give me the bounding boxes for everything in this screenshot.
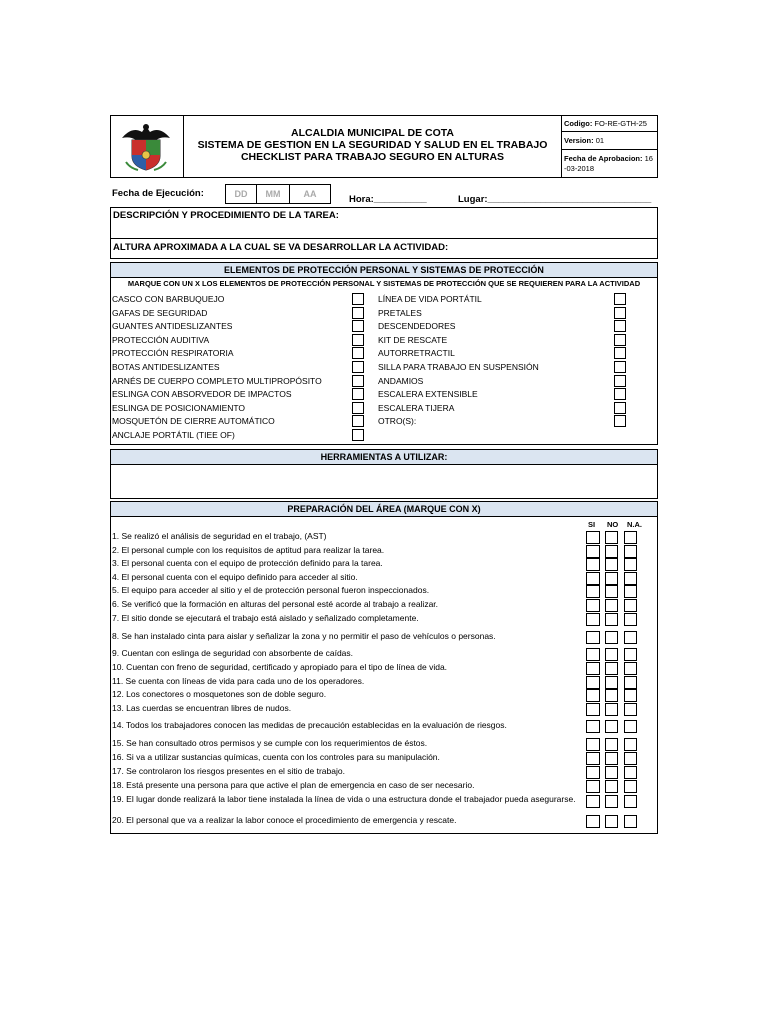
version-value: 01 xyxy=(595,136,605,145)
epp-item-checkbox[interactable] xyxy=(614,361,626,373)
si-checkbox[interactable] xyxy=(586,648,600,661)
si-checkbox[interactable] xyxy=(586,545,600,558)
no-checkbox[interactable] xyxy=(605,631,618,644)
fecha-ejecucion-label: Fecha de Ejecución: xyxy=(112,188,204,199)
checklist-question: 16. Si va a utilizar sustancias químicas, cuenta con los controles para su manipulación. xyxy=(112,752,440,762)
header-meta-divider-2 xyxy=(561,149,658,150)
epp-item-label: LÍNEA DE VIDA PORTÁTIL xyxy=(378,294,482,304)
no-checkbox[interactable] xyxy=(605,795,618,808)
na-checkbox[interactable] xyxy=(624,613,637,626)
checklist-question: 4. El personal cuenta con el equipo definido para acceder al sitio. xyxy=(112,572,358,582)
na-checkbox[interactable] xyxy=(624,766,637,779)
checklist-question: 9. Cuentan con eslinga de seguridad con absorbente de caídas. xyxy=(112,648,354,658)
na-checkbox[interactable] xyxy=(624,815,637,828)
org-name: ALCALDIA MUNICIPAL DE COTA xyxy=(291,127,454,139)
na-checkbox[interactable] xyxy=(624,780,637,793)
checklist-question: 1. Se realizó el análisis de seguridad en el trabajo, (AST) xyxy=(112,531,327,541)
epp-item-checkbox[interactable] xyxy=(352,415,364,427)
no-checkbox[interactable] xyxy=(605,752,618,765)
lugar-field[interactable]: Lugar:_______________________________ xyxy=(458,194,652,205)
checklist-question: 19. El lugar donde realizará la labor tiene instalada la línea de vida o una estructura donde el trabajador pueda asegurarse. xyxy=(112,794,576,804)
epp-item-label: ESLINGA DE POSICIONAMIENTO xyxy=(112,402,246,413)
na-checkbox[interactable] xyxy=(624,531,637,544)
epp-item-checkbox[interactable] xyxy=(614,388,626,400)
header-divider-right xyxy=(561,115,562,178)
task-divider xyxy=(110,238,658,239)
no-checkbox[interactable] xyxy=(605,720,618,733)
si-checkbox[interactable] xyxy=(586,738,600,751)
version-label: Version: xyxy=(564,136,594,145)
si-checkbox[interactable] xyxy=(586,815,600,828)
no-checkbox[interactable] xyxy=(605,780,618,793)
fecha-aprobacion-row xyxy=(564,154,657,174)
checklist-question: 2. El personal cumple con los requisitos de aptitud para realizar la tarea. xyxy=(112,545,385,555)
na-checkbox[interactable] xyxy=(624,752,637,765)
epp-item-label: ESCALERA TIJERA xyxy=(378,402,455,413)
checklist-question: 18. Está presente una persona para que active el plan de emergencia en caso de ser necesario. xyxy=(112,780,475,790)
codigo-value: FO-RE-GTH-25 xyxy=(594,119,647,128)
no-checkbox[interactable] xyxy=(605,815,618,828)
na-checkbox[interactable] xyxy=(624,689,637,702)
checklist-question: 13. Las cuerdas se encuentran libres de nudos. xyxy=(112,703,292,713)
day-field[interactable]: DD xyxy=(225,184,257,204)
checklist-question: 8. Se han instalado cinta para aislar y señalizar la zona y no permitir el paso de vehículos o personas. xyxy=(112,631,496,641)
epp-item-checkbox[interactable] xyxy=(614,307,626,319)
epp-item-label: MOSQUETÓN DE CIERRE AUTOMÁTICO xyxy=(112,416,275,427)
si-checkbox[interactable] xyxy=(586,676,600,689)
epp-item-checkbox[interactable] xyxy=(352,375,364,387)
epp-item-label: PRETALES xyxy=(378,307,422,318)
no-checkbox[interactable] xyxy=(605,738,618,751)
checklist-question: 5. El equipo para acceder al sitio y el de protección personal fueron inspeccionados. xyxy=(112,585,430,595)
epp-item-label: DESCENDEDORES xyxy=(378,321,456,332)
na-checkbox[interactable] xyxy=(624,795,637,808)
no-checkbox[interactable] xyxy=(605,648,618,661)
epp-item-label: OTRO(S): xyxy=(378,416,417,427)
si-checkbox[interactable] xyxy=(586,720,600,733)
epp-item-label: ESLINGA CON ABSORVEDOR DE IMPACTOS xyxy=(112,389,292,400)
prep-title: PREPARACIÓN DEL ÁREA (MARQUE CON X) xyxy=(110,501,658,517)
checklist-question: 12. Los conectores o mosquetones son de doble seguro. xyxy=(112,689,327,699)
fecha-aprobacion-value-1: 16 xyxy=(644,154,653,163)
no-checkbox[interactable] xyxy=(605,572,618,585)
epp-item-checkbox[interactable] xyxy=(352,429,364,441)
col-na-header: N.A. xyxy=(627,520,642,529)
na-checkbox[interactable] xyxy=(624,676,637,689)
document-title: CHECKLIST PARA TRABAJO SEGURO EN ALTURAS xyxy=(240,151,505,163)
tools-title: HERRAMIENTAS A UTILIZAR: xyxy=(110,449,658,465)
si-checkbox[interactable] xyxy=(586,599,600,612)
epp-item-label: ANCLAJE PORTÁTIL (TIEE OF) xyxy=(112,430,235,440)
no-checkbox[interactable] xyxy=(605,599,618,612)
na-checkbox[interactable] xyxy=(624,662,637,675)
epp-item-label: GUANTES ANTIDESLIZANTES xyxy=(112,321,233,332)
epp-item-checkbox[interactable] xyxy=(352,361,364,373)
checklist-question: 14. Todos los trabajadores conocen las medidas de precaución establecidas en la evaluación de riesgos. xyxy=(112,720,507,730)
col-no-header: NO xyxy=(607,520,619,529)
month-field[interactable]: MM xyxy=(256,184,290,204)
no-checkbox[interactable] xyxy=(605,585,618,598)
altura-label: ALTURA APROXIMADA A LA CUAL SE VA DESARROLLAR LA ACTIVIDAD: xyxy=(113,242,449,253)
epp-item-checkbox[interactable] xyxy=(352,388,364,400)
epp-item-label: ARNÉS DE CUERPO COMPLETO MULTIPROPÓSITO xyxy=(112,375,322,386)
na-checkbox[interactable] xyxy=(624,599,637,612)
na-checkbox[interactable] xyxy=(624,720,637,733)
system-name: SISTEMA DE GESTION EN LA SEGURIDAD Y SALUD EN EL TRABAJO xyxy=(197,139,548,151)
no-checkbox[interactable] xyxy=(605,545,618,558)
epp-item-label: AUTORRETRACTIL xyxy=(378,348,455,359)
municipal-shield-logo xyxy=(118,118,174,174)
epp-title: ELEMENTOS DE PROTECCIÓN PERSONAL Y SISTEMAS DE PROTECCIÓN xyxy=(110,262,658,278)
epp-item-checkbox[interactable] xyxy=(614,293,626,305)
checklist-question: 20. El personal que va a realizar la labor conoce el procedimiento de emergencia y rescate. xyxy=(112,815,457,825)
tools-input-area[interactable] xyxy=(111,466,657,498)
si-checkbox[interactable] xyxy=(586,531,600,544)
epp-item-label: KIT DE RESCATE xyxy=(378,334,448,345)
no-checkbox[interactable] xyxy=(605,703,618,716)
epp-item-checkbox[interactable] xyxy=(352,293,364,305)
header-divider-left xyxy=(183,115,184,178)
si-checkbox[interactable] xyxy=(586,558,600,571)
year-field[interactable]: AA xyxy=(289,184,331,204)
no-checkbox[interactable] xyxy=(605,662,618,675)
epp-item-checkbox[interactable] xyxy=(614,334,626,346)
si-checkbox[interactable] xyxy=(586,631,600,644)
checklist-question: 6. Se verificó que la formación en alturas del personal esté acorde al trabajo a realizar. xyxy=(112,599,439,609)
si-checkbox[interactable] xyxy=(586,689,600,702)
checklist-question: 11. Se cuenta con líneas de vida para cada uno de los operadores. xyxy=(112,676,365,686)
checklist-question: 3. El personal cuenta con el equipo de protección definido para la tarea. xyxy=(112,558,383,568)
epp-item-checkbox[interactable] xyxy=(352,307,364,319)
epp-item-checkbox[interactable] xyxy=(614,415,626,427)
si-checkbox[interactable] xyxy=(586,572,600,585)
codigo-label: Codigo: xyxy=(564,119,593,128)
si-checkbox[interactable] xyxy=(586,703,600,716)
hora-field[interactable]: Hora:__________ xyxy=(349,194,427,205)
epp-item-label: GAFAS DE SEGURIDAD xyxy=(112,307,208,318)
na-checkbox[interactable] xyxy=(624,703,637,716)
na-checkbox[interactable] xyxy=(624,738,637,751)
fecha-aprobacion-value-2: -03-2018 xyxy=(564,164,595,173)
si-checkbox[interactable] xyxy=(586,780,600,793)
si-checkbox[interactable] xyxy=(586,752,600,765)
epp-item-label: BOTAS ANTIDESLIZANTES xyxy=(112,362,220,372)
checklist-question: 15. Se han consultado otros permisos y se cumple con los requerimientos de éstos. xyxy=(112,738,428,748)
no-checkbox[interactable] xyxy=(605,676,618,689)
epp-item-checkbox[interactable] xyxy=(614,320,626,332)
checklist-question: 17. Se controlaron los riesgos presentes en el sitio de trabajo. xyxy=(112,766,345,776)
epp-item-checkbox[interactable] xyxy=(614,347,626,359)
na-checkbox[interactable] xyxy=(624,585,637,598)
epp-item-label: PROTECCIÓN AUDITIVA xyxy=(112,334,210,345)
no-checkbox[interactable] xyxy=(605,531,618,544)
epp-item-checkbox[interactable] xyxy=(614,402,626,414)
version-row xyxy=(564,136,604,145)
epp-item-checkbox[interactable] xyxy=(352,347,364,359)
epp-instruction: MARQUE CON UN X LOS ELEMENTOS DE PROTECCIÓN PERSONAL Y SISTEMAS DE PROTECCIÓN QUE SE REQUIEREN PARA LA ACTIVIDAD xyxy=(127,279,641,288)
na-checkbox[interactable] xyxy=(624,558,637,571)
checklist-question: 10. Cuentan con freno de seguridad, certificado y apropiado para el tipo de línea de vida. xyxy=(112,662,448,672)
na-checkbox[interactable] xyxy=(624,545,637,558)
epp-item-label: ANDAMIOS xyxy=(378,375,424,386)
col-si-header: SI xyxy=(588,520,596,529)
si-checkbox[interactable] xyxy=(586,766,600,779)
epp-item-checkbox[interactable] xyxy=(614,375,626,387)
epp-item-label: SILLA PARA TRABAJO EN SUSPENSIÓN xyxy=(378,362,539,372)
si-checkbox[interactable] xyxy=(586,795,600,808)
si-checkbox[interactable] xyxy=(586,662,600,675)
epp-item-label: PROTECCIÓN RESPIRATORIA xyxy=(112,348,234,359)
na-checkbox[interactable] xyxy=(624,648,637,661)
epp-item-label: ESCALERA EXTENSIBLE xyxy=(378,389,478,400)
epp-item-checkbox[interactable] xyxy=(352,402,364,414)
na-checkbox[interactable] xyxy=(624,572,637,585)
checklist-question: 7. El sitio donde se ejecutará el trabajo está aislado y señalizado completamente. xyxy=(112,613,419,623)
na-checkbox[interactable] xyxy=(624,631,637,644)
codigo-row xyxy=(564,119,647,128)
no-checkbox[interactable] xyxy=(605,766,618,779)
no-checkbox[interactable] xyxy=(605,558,618,571)
fecha-aprobacion-label: Fecha de Aprobacion: xyxy=(564,154,643,163)
epp-item-checkbox[interactable] xyxy=(352,334,364,346)
epp-item-label: CASCO CON BARBUQUEJO xyxy=(112,294,225,304)
si-checkbox[interactable] xyxy=(586,613,600,626)
header-meta-divider-1 xyxy=(561,131,658,132)
descripcion-label: DESCRIPCIÓN Y PROCEDIMIENTO DE LA TAREA: xyxy=(113,210,339,221)
si-checkbox[interactable] xyxy=(586,585,600,598)
epp-item-checkbox[interactable] xyxy=(352,320,364,332)
no-checkbox[interactable] xyxy=(605,613,618,626)
no-checkbox[interactable] xyxy=(605,689,618,702)
